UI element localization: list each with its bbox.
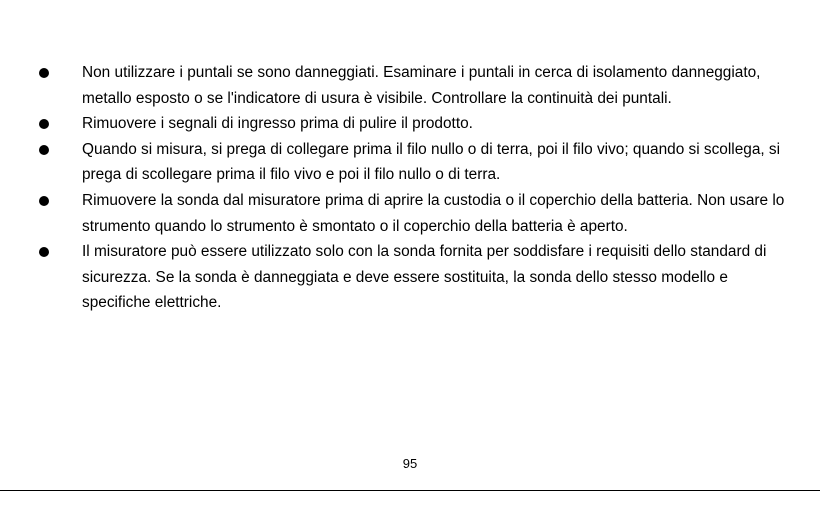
list-item-text: Il misuratore può essere utilizzato solo con la sonda fornita per soddisfare i requisiti dello standard di sicurezza. Se la sonda è danneggiata e deve essere sostituita, la sonda dello stesso modello e specifiche elettriche. <box>82 243 767 312</box>
safety-bullet-list <box>0 60 820 316</box>
list-item-text: Rimuovere la sonda dal misuratore prima di aprire la custodia o il coperchio della batteria. Non usare lo strumento quando lo strumento è smontato o il coperchio della batteria è aperto. <box>82 191 785 235</box>
bullet-icon <box>39 145 49 155</box>
page-number: 95 <box>402 456 418 471</box>
bullet-icon <box>39 247 49 257</box>
list-item <box>0 60 820 111</box>
list-item-text: Rimuovere i segnali di ingresso prima di pulire il prodotto. <box>82 115 473 133</box>
list-item <box>0 137 820 188</box>
list-item <box>0 239 820 316</box>
bullet-icon <box>39 196 49 206</box>
list-item <box>0 111 820 137</box>
list-item-text: Non utilizzare i puntali se sono danneggiati. Esaminare i puntali in cerca di isolamento danneggiato, metallo esposto o se l'indicatore di usura è visibile. Controllare la continuità dei puntali. <box>82 64 761 107</box>
bullet-icon <box>39 119 49 129</box>
list-item-text: Quando si misura, si prega di collegare prima il filo nullo o di terra, poi il filo vivo; quando si scollega, si prega di scollegare prima il filo vivo e poi il filo nullo o di terra. <box>82 140 781 184</box>
bullet-icon <box>39 68 49 78</box>
list-item <box>0 188 820 239</box>
bottom-divider <box>0 490 820 491</box>
